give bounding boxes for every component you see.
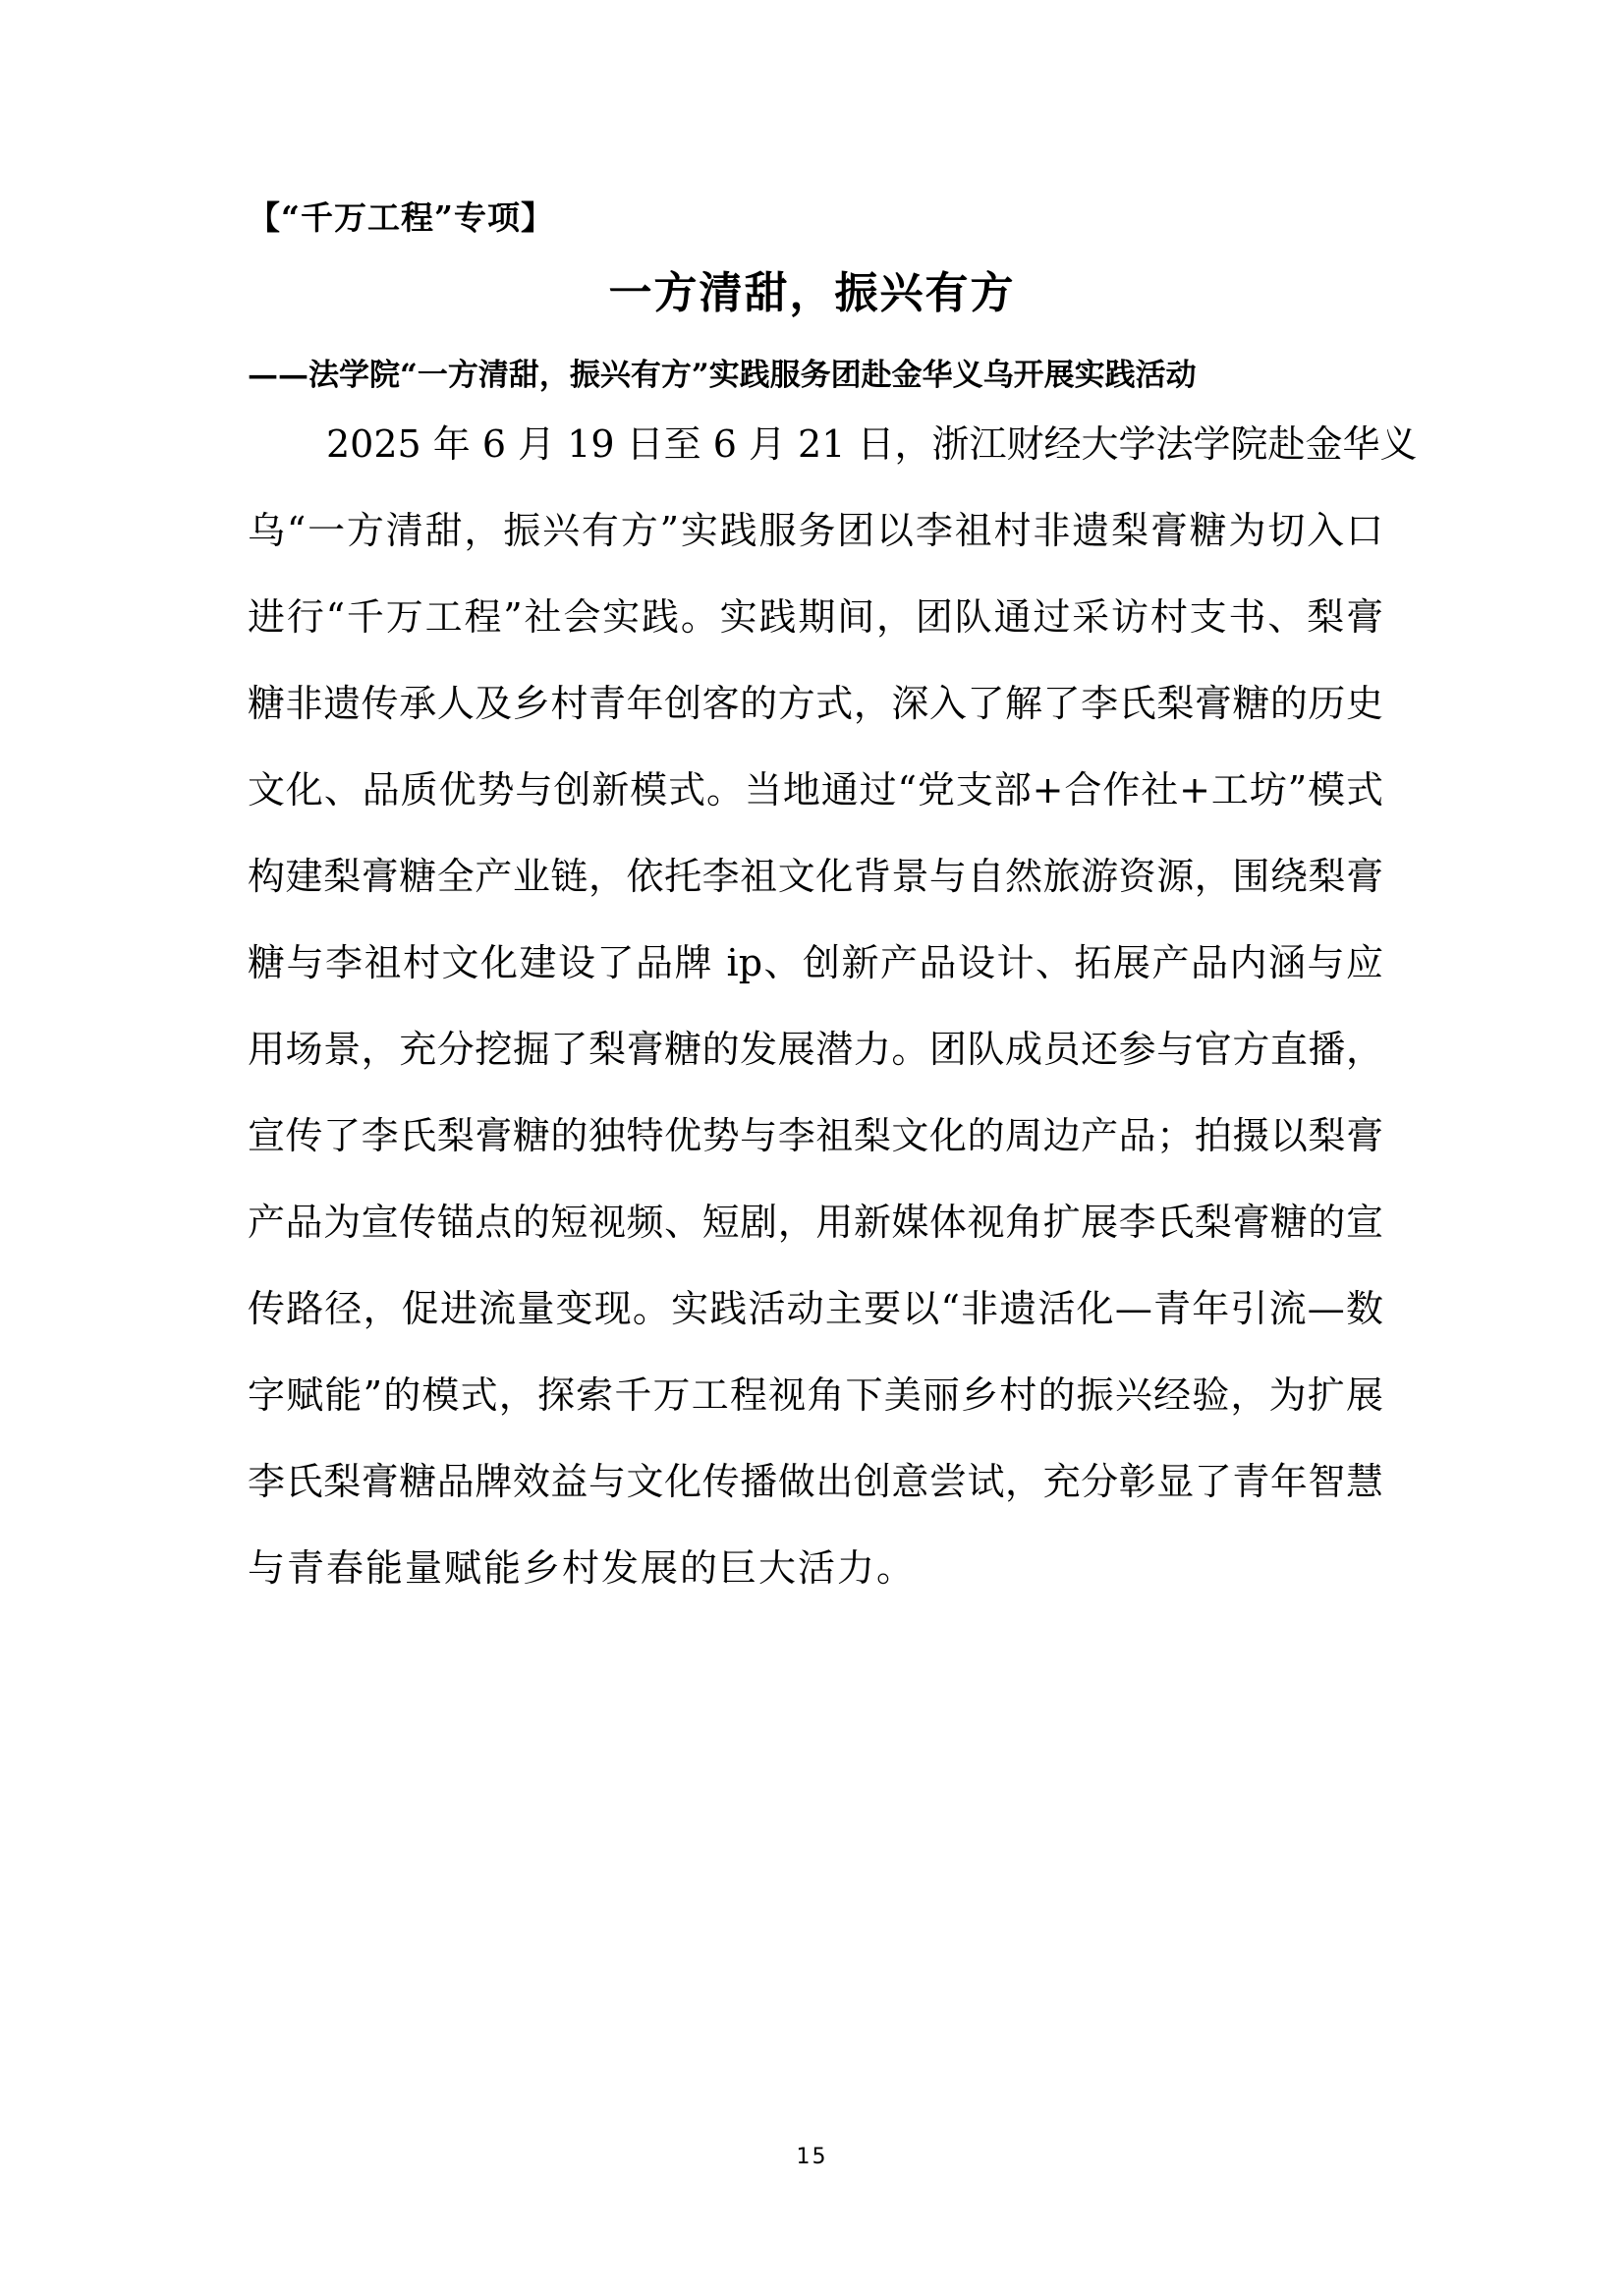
section-label: 【“千万工程”专项】 (248, 198, 554, 237)
article-body (248, 413, 1418, 1623)
body-line: 字赋能”的模式，探索千万工程视角下美丽乡村的振兴经验，为扩展 (248, 1373, 1383, 1417)
body-line: 李氏梨膏糖品牌效益与文化传播做出创意尝试，充分彰显了青年智慧 (248, 1460, 1383, 1503)
body-line: 宣传了李氏梨膏糖的独特优势与李祖梨文化的周边产品；拍摄以梨膏 (248, 1114, 1383, 1157)
body-line: 文化、品质优势与创新模式。当地通过“党支部+合作社+工坊”模式 (248, 768, 1383, 812)
article-subtitle: ——法学院“一方清甜，振兴有方”实践服务团赴金华义乌开展实践活动 (248, 358, 1197, 393)
body-line: 与青春能量赋能乡村发展的巨大活力。 (248, 1546, 917, 1590)
body-line: 进行“千万工程”社会实践。实践期间，团队通过采访村支书、梨膏 (248, 595, 1383, 639)
body-line: 糖与李祖村文化建设了品牌 ip、创新产品设计、拓展产品内涵与应 (248, 941, 1383, 984)
body-line: 2025 年 6 月 19 日至 6 月 21 日，浙江财经大学法学院赴金华义 (326, 422, 1418, 466)
body-line: 产品为宣传锚点的短视频、短剧，用新媒体视角扩展李氏梨膏糖的宣 (248, 1201, 1383, 1244)
body-line: 用场景，充分挖掘了梨膏糖的发展潜力。团队成员还参与官方直播， (248, 1028, 1383, 1071)
body-line: 乌“一方清甜，振兴有方”实践服务团以李祖村非遗梨膏糖为切入口 (248, 509, 1383, 552)
body-line: 传路径，促进流量变现。实践活动主要以“非遗活化—青年引流—数 (248, 1287, 1383, 1330)
page-number: 15 (796, 2145, 828, 2169)
body-line: 糖非遗传承人及乡村青年创客的方式，深入了解了李氏梨膏糖的历史 (248, 682, 1383, 725)
body-line: 构建梨膏糖全产业链，依托李祖文化背景与自然旅游资源，围绕梨膏 (248, 855, 1383, 898)
article-title: 一方清甜，振兴有方 (608, 268, 1016, 318)
